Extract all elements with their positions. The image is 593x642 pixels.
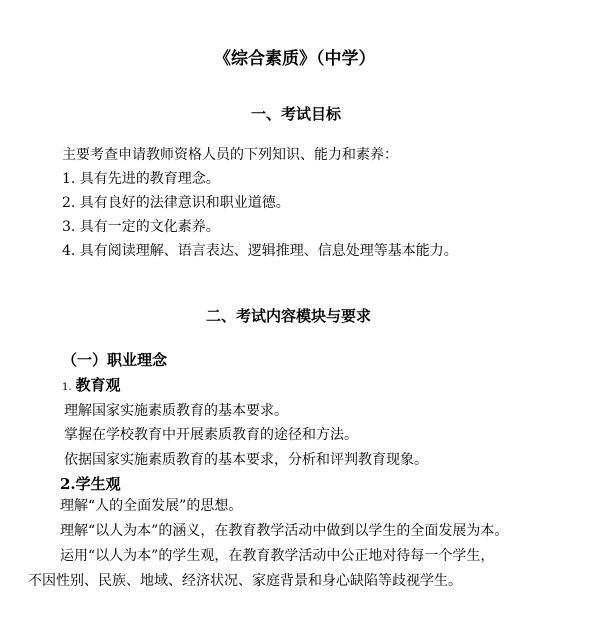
section2-heading: 二、考试内容模块与要求 xyxy=(206,307,372,325)
topic2-line-4: 不因性别、民族、地域、经济状况、家庭背景和身心缺陷等歧视学生。 xyxy=(28,573,462,589)
section1-heading: 一、考试目标 xyxy=(251,105,342,123)
section1-item-4: 4. 具有阅读理解、语言表达、逻辑推理、信息处理等基本能力。 xyxy=(62,243,458,259)
section1-item-2: 2. 具有良好的法律意识和职业道德。 xyxy=(62,195,290,211)
document-title: 《综合素质》（中学） xyxy=(214,49,376,69)
topic2-heading: 2.学生观 xyxy=(60,475,121,493)
section1-item-1: 1. 具有先进的教育理念。 xyxy=(62,171,220,187)
topic1-heading xyxy=(62,375,121,398)
subsection-heading: （一）职业理念 xyxy=(62,351,168,369)
topic1-line-3: 依据国家实施素质教育的基本要求，分析和评判教育现象。 xyxy=(64,452,428,468)
topic2-line-3: 运用“以人为本”的学生观，在教育教学活动中公正地对待每一个学生， xyxy=(60,548,495,564)
topic1-number: 1. xyxy=(62,382,72,393)
topic1-line-1: 理解国家实施素质教育的基本要求。 xyxy=(64,403,288,419)
section1-intro: 主要考查申请教师资格人员的下列知识、能力和素养： xyxy=(62,147,398,163)
section1-item-3: 3. 具有一定的文化素养。 xyxy=(62,219,220,235)
topic2-line-2: 理解“以人为本”的涵义，在教育教学活动中做到以学生的全面发展为本。 xyxy=(60,523,509,539)
topic1-title: 教育观 xyxy=(75,376,121,394)
topic2-line-1: 理解“人的全面发展”的思想。 xyxy=(60,498,243,514)
topic1-line-2: 掌握在学校教育中开展素质教育的途径和方法。 xyxy=(64,427,358,443)
